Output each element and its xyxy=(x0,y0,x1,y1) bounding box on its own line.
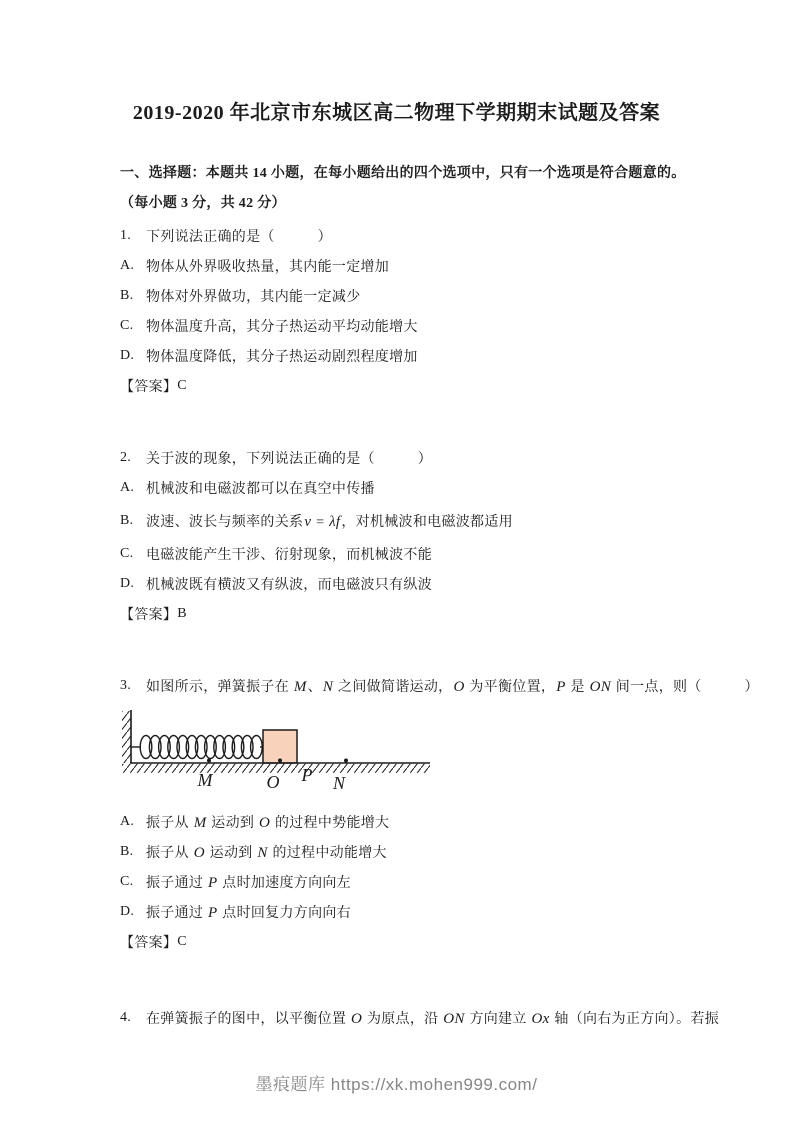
question-number: 1. xyxy=(120,228,132,243)
option-label: C. xyxy=(120,546,134,561)
question-number: 2. xyxy=(120,450,132,465)
option-label: C. xyxy=(120,874,134,889)
option-label: B. xyxy=(120,513,134,528)
point-label-p: P xyxy=(301,765,313,785)
option-text: 物体从外界吸收热量，其内能一定增加 xyxy=(146,260,390,275)
question-stem-text: 在弹簧振子的图中，以平衡位置 O 为原点，沿 ON 方向建立 Ox 轴（向右为正方向）。若振 xyxy=(146,1011,719,1027)
question-3-option-c xyxy=(120,867,793,897)
answer-label: 【答案】 xyxy=(120,608,178,623)
option-text: 机械波既有横波又有纵波，而电磁波只有纵波 xyxy=(146,578,432,593)
question-4 xyxy=(120,1003,793,1033)
option-text: 振子通过 P 点时回复力方向向右 xyxy=(146,905,351,921)
option-text-with-formula: 波速、波长与频率的关系v = λf，对机械波和电磁波都适用 xyxy=(146,514,513,530)
answer-label: 【答案】 xyxy=(120,380,178,395)
question-stem-text: 下列说法正确的是（ ） xyxy=(146,230,332,245)
point-dot-o xyxy=(278,759,282,763)
point-label-o: O xyxy=(266,772,280,792)
question-1-option-a xyxy=(120,251,793,281)
option-text: 机械波和电磁波都可以在真空中传播 xyxy=(146,482,375,497)
question-3-option-a xyxy=(120,807,793,837)
document-title: 2019-2020 年北京市东城区高二物理下学期期末试题及答案 xyxy=(132,102,661,124)
question-2-answer xyxy=(120,599,793,629)
answer-value: B xyxy=(177,606,187,621)
point-label-n: N xyxy=(332,773,346,793)
point-dot-n xyxy=(344,759,348,763)
wall-hatch xyxy=(122,711,131,763)
question-stem-text: 如图所示，弹簧振子在 M、N 之间做简谐运动，O 为平衡位置，P 是 ON 间一点，则（ ） xyxy=(146,679,759,695)
spring-oscillator-diagram xyxy=(120,705,680,803)
answer-label: 【答案】 xyxy=(120,936,178,951)
site-footer: 墨痕题库 https://xk.mohen999.com/ xyxy=(255,1075,538,1094)
question-stem-text: 关于波的现象，下列说法正确的是（ ） xyxy=(146,452,432,467)
option-text: 物体温度升高，其分子热运动平均动能增大 xyxy=(146,320,418,335)
question-1-stem xyxy=(120,221,793,251)
question-1-option-b xyxy=(120,281,793,311)
question-1-answer xyxy=(120,371,793,401)
point-label-m: M xyxy=(197,770,213,790)
option-label: D. xyxy=(120,576,135,591)
question-2-option-d xyxy=(120,569,793,599)
option-label: A. xyxy=(120,258,135,273)
option-text: 振子通过 P 点时加速度方向向左 xyxy=(146,875,351,891)
question-3-option-d xyxy=(120,897,793,927)
oscillator-block xyxy=(263,730,297,763)
answer-value: C xyxy=(177,378,187,393)
question-2-option-b xyxy=(120,503,793,539)
question-number: 3. xyxy=(120,678,132,693)
option-label: D. xyxy=(120,348,135,363)
option-label: A. xyxy=(120,480,135,495)
question-3-option-b xyxy=(120,837,793,867)
question-1-option-d xyxy=(120,341,793,371)
option-label: B. xyxy=(120,288,134,303)
question-4-stem xyxy=(120,1003,793,1033)
question-number: 4. xyxy=(120,1010,132,1025)
question-2 xyxy=(120,443,793,629)
option-text: 物体对外界做功，其内能一定减少 xyxy=(146,290,361,305)
option-text: 振子从 O 运动到 N 的过程中动能增大 xyxy=(146,845,387,861)
question-1-option-c xyxy=(120,311,793,341)
answer-value: C xyxy=(177,934,187,949)
section-heading-line2: （每小题 3 分，共 42 分） xyxy=(120,196,286,211)
option-text: 物体温度降低，其分子热运动剧烈程度增加 xyxy=(146,350,418,365)
question-2-option-a xyxy=(120,473,793,503)
question-2-option-c xyxy=(120,539,793,569)
option-text: 振子从 M 运动到 O 的过程中势能增大 xyxy=(146,815,390,831)
spring-oscillator-figure xyxy=(120,705,793,803)
question-3-stem xyxy=(120,671,793,701)
spring-coil xyxy=(131,736,263,759)
option-label: C. xyxy=(120,318,134,333)
section-heading-line1: 一、选择题：本题共 14 小题，在每小题给出的四个选项中，只有一个选项是符合题意的。 xyxy=(120,166,686,181)
point-dot-m xyxy=(207,759,211,763)
question-3 xyxy=(120,671,793,957)
option-label: D. xyxy=(120,904,135,919)
question-3-answer xyxy=(120,927,793,957)
question-2-stem xyxy=(120,443,793,473)
option-label: A. xyxy=(120,814,135,829)
option-label: B. xyxy=(120,844,134,859)
option-text: 电磁波能产生干涉、衍射现象，而机械波不能 xyxy=(146,548,432,563)
question-1 xyxy=(120,221,793,401)
